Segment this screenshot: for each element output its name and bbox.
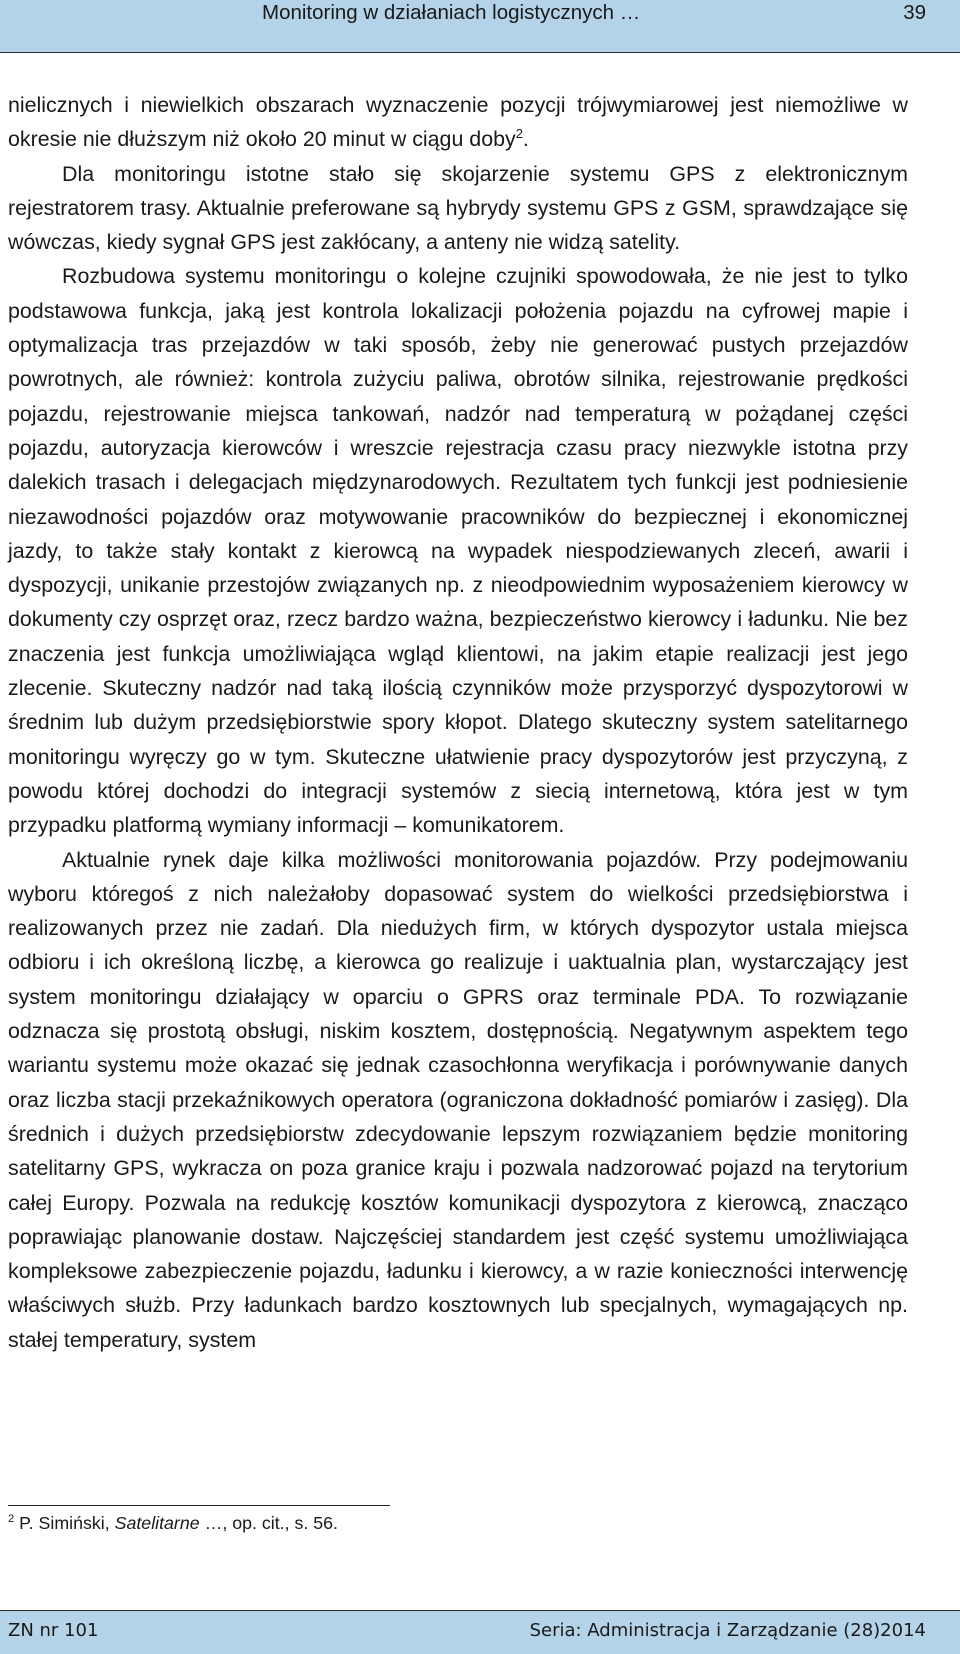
- footnote-author: P. Simiński,: [19, 1513, 115, 1533]
- page-number: 39: [903, 1, 926, 24]
- footnote: [8, 1512, 338, 1534]
- footnote-citation: …, op. cit., s. 56.: [199, 1513, 338, 1533]
- paragraph-1-end: .: [522, 127, 529, 152]
- footnote-separator: [8, 1505, 390, 1506]
- paragraph-1: [8, 88, 908, 157]
- paragraph-2: Dla monitoringu istotne stało się skojarzenie systemu GPS z elektronicznym rejestratorem trasy. Aktualnie preferowane są hybrydy systemu GPS z GSM, sprawdzające się wówczas, kiedy sygnał GPS jest zakłócany, a anteny nie widzą satelity.: [8, 161, 908, 255]
- footnote-work-title: Satelitarne: [114, 1513, 200, 1533]
- body-text: [8, 88, 908, 1357]
- paragraph-3: Rozbudowa systemu monitoringu o kolejne czujniki spowodowała, że nie jest to tylko podstawowa funkcja, jaką jest kontrola lokalizacji położenia pojazdu na cyfrowej mapie i optymalizacja tras przejazdów w taki sposób, żeby nie generować pustych przejazdów powrotnych, ale również: kontrola zużyciu paliwa, obrotów silnika, rejestrowanie prędkości pojazdu, rejestrowanie miejsca tankowań, nadzór nad temperaturą w pożądanej części pojazdu, autoryzacja kierowców i wreszcie rejestracja czasu pracy niezwykle istotna przy dalekich trasach i delegacjach międzynarodowych. Rezultatem tych funkcji jest podniesienie niezawodności pojazdów oraz motywowanie pracowników do bezpiecznej i ekonomicznej jazdy, to także stały kontakt z kierowcą na wypadek niespodziewanych zleceń, awarii i dyspozycji, unikanie przestojów związanych np. z nieodpowiednim wyposażeniem kierowcy w dokumenty czy osprzęt oraz, rzecz bardzo ważna, bezpieczeństwo kierowcy i ładunku. Nie bez znaczenia jest funkcja umożliwiająca wgląd klientowi, na jakim etapie realizacji jest jego zlecenie. Skuteczny nadzór nad taką ilością czynników może przysporzyć dyspozytorowi w średnim lub dużym przedsiębiorstwie spory kłopot. Dlatego skuteczny system satelitarnego monitoringu wyręczy go w tym. Skuteczne ułatwienie pracy dyspozytorów jest przyczyną, z powodu której dochodzi do integracji systemów z siecią internetową, która jest w tym przypadku platformą wymiany informacji – komunikatorem.: [8, 264, 908, 838]
- footnote-number: 2: [8, 1513, 15, 1526]
- paragraph-4: Aktualnie rynek daje kilka możliwości monitorowania pojazdów. Przy podejmowaniu wyboru któregoś z nich należałoby dopasować system do wielkości przedsiębiorstwa i realizowanych przez nie zadań. Dla niedużych firm, w których dyspozytor ustala miejsca odbioru i ich określoną liczbę, a kierowca go realizuje i uaktualnia plan, wystarczający jest system monitoringu działający w oparciu o GPRS oraz terminale PDA. To rozwiązanie odznacza się prostotą obsługi, niskim kosztem, dostępnością. Negatywnym aspektem tego wariantu systemu może okazać się jednak czasochłonna weryfikacja i porównywanie danych oraz liczba stacji przekaźnikowych operatora (ograniczona dokładność pomiarów i zasięg). Dla średnich i dużych przedsiębiorstw zdecydowanie lepszym rozwiązaniem będzie monitoring satelitarny GPS, wykracza on poza granice kraju i pozwala nadzorować pojazd na terytorium całej Europy. Pozwala na redukcję kosztów komunikacji dyspozytora z kierowcą, znacząco poprawiając planowanie dostaw. Najczęściej standardem jest część systemu umożliwiająca kompleksowe zabezpieczenie pojazdu, ładunku i kierowcy, a w razie konieczności interwencję właściwych służb. Przy ładunkach bardzo kosztownych lub specjalnych, wymagających np. stałej temperatury, system: [8, 847, 908, 1352]
- running-header: [0, 0, 960, 53]
- footnote-reference: 2: [515, 126, 523, 142]
- journal-issue: ZN nr 101: [8, 1620, 99, 1641]
- running-header-title: Monitoring w działaniach logistycznych …: [262, 1, 641, 24]
- paragraph-1-text: nielicznych i niewielkich obszarach wyznaczenie pozycji trójwymiarowej jest niemożliwe w okresie nie dłuższym niż około 20 minut w ciągu doby: [8, 93, 908, 152]
- page-footer: [0, 1610, 960, 1654]
- journal-series: Seria: Administracja i Zarządzanie (28)2014: [529, 1620, 926, 1641]
